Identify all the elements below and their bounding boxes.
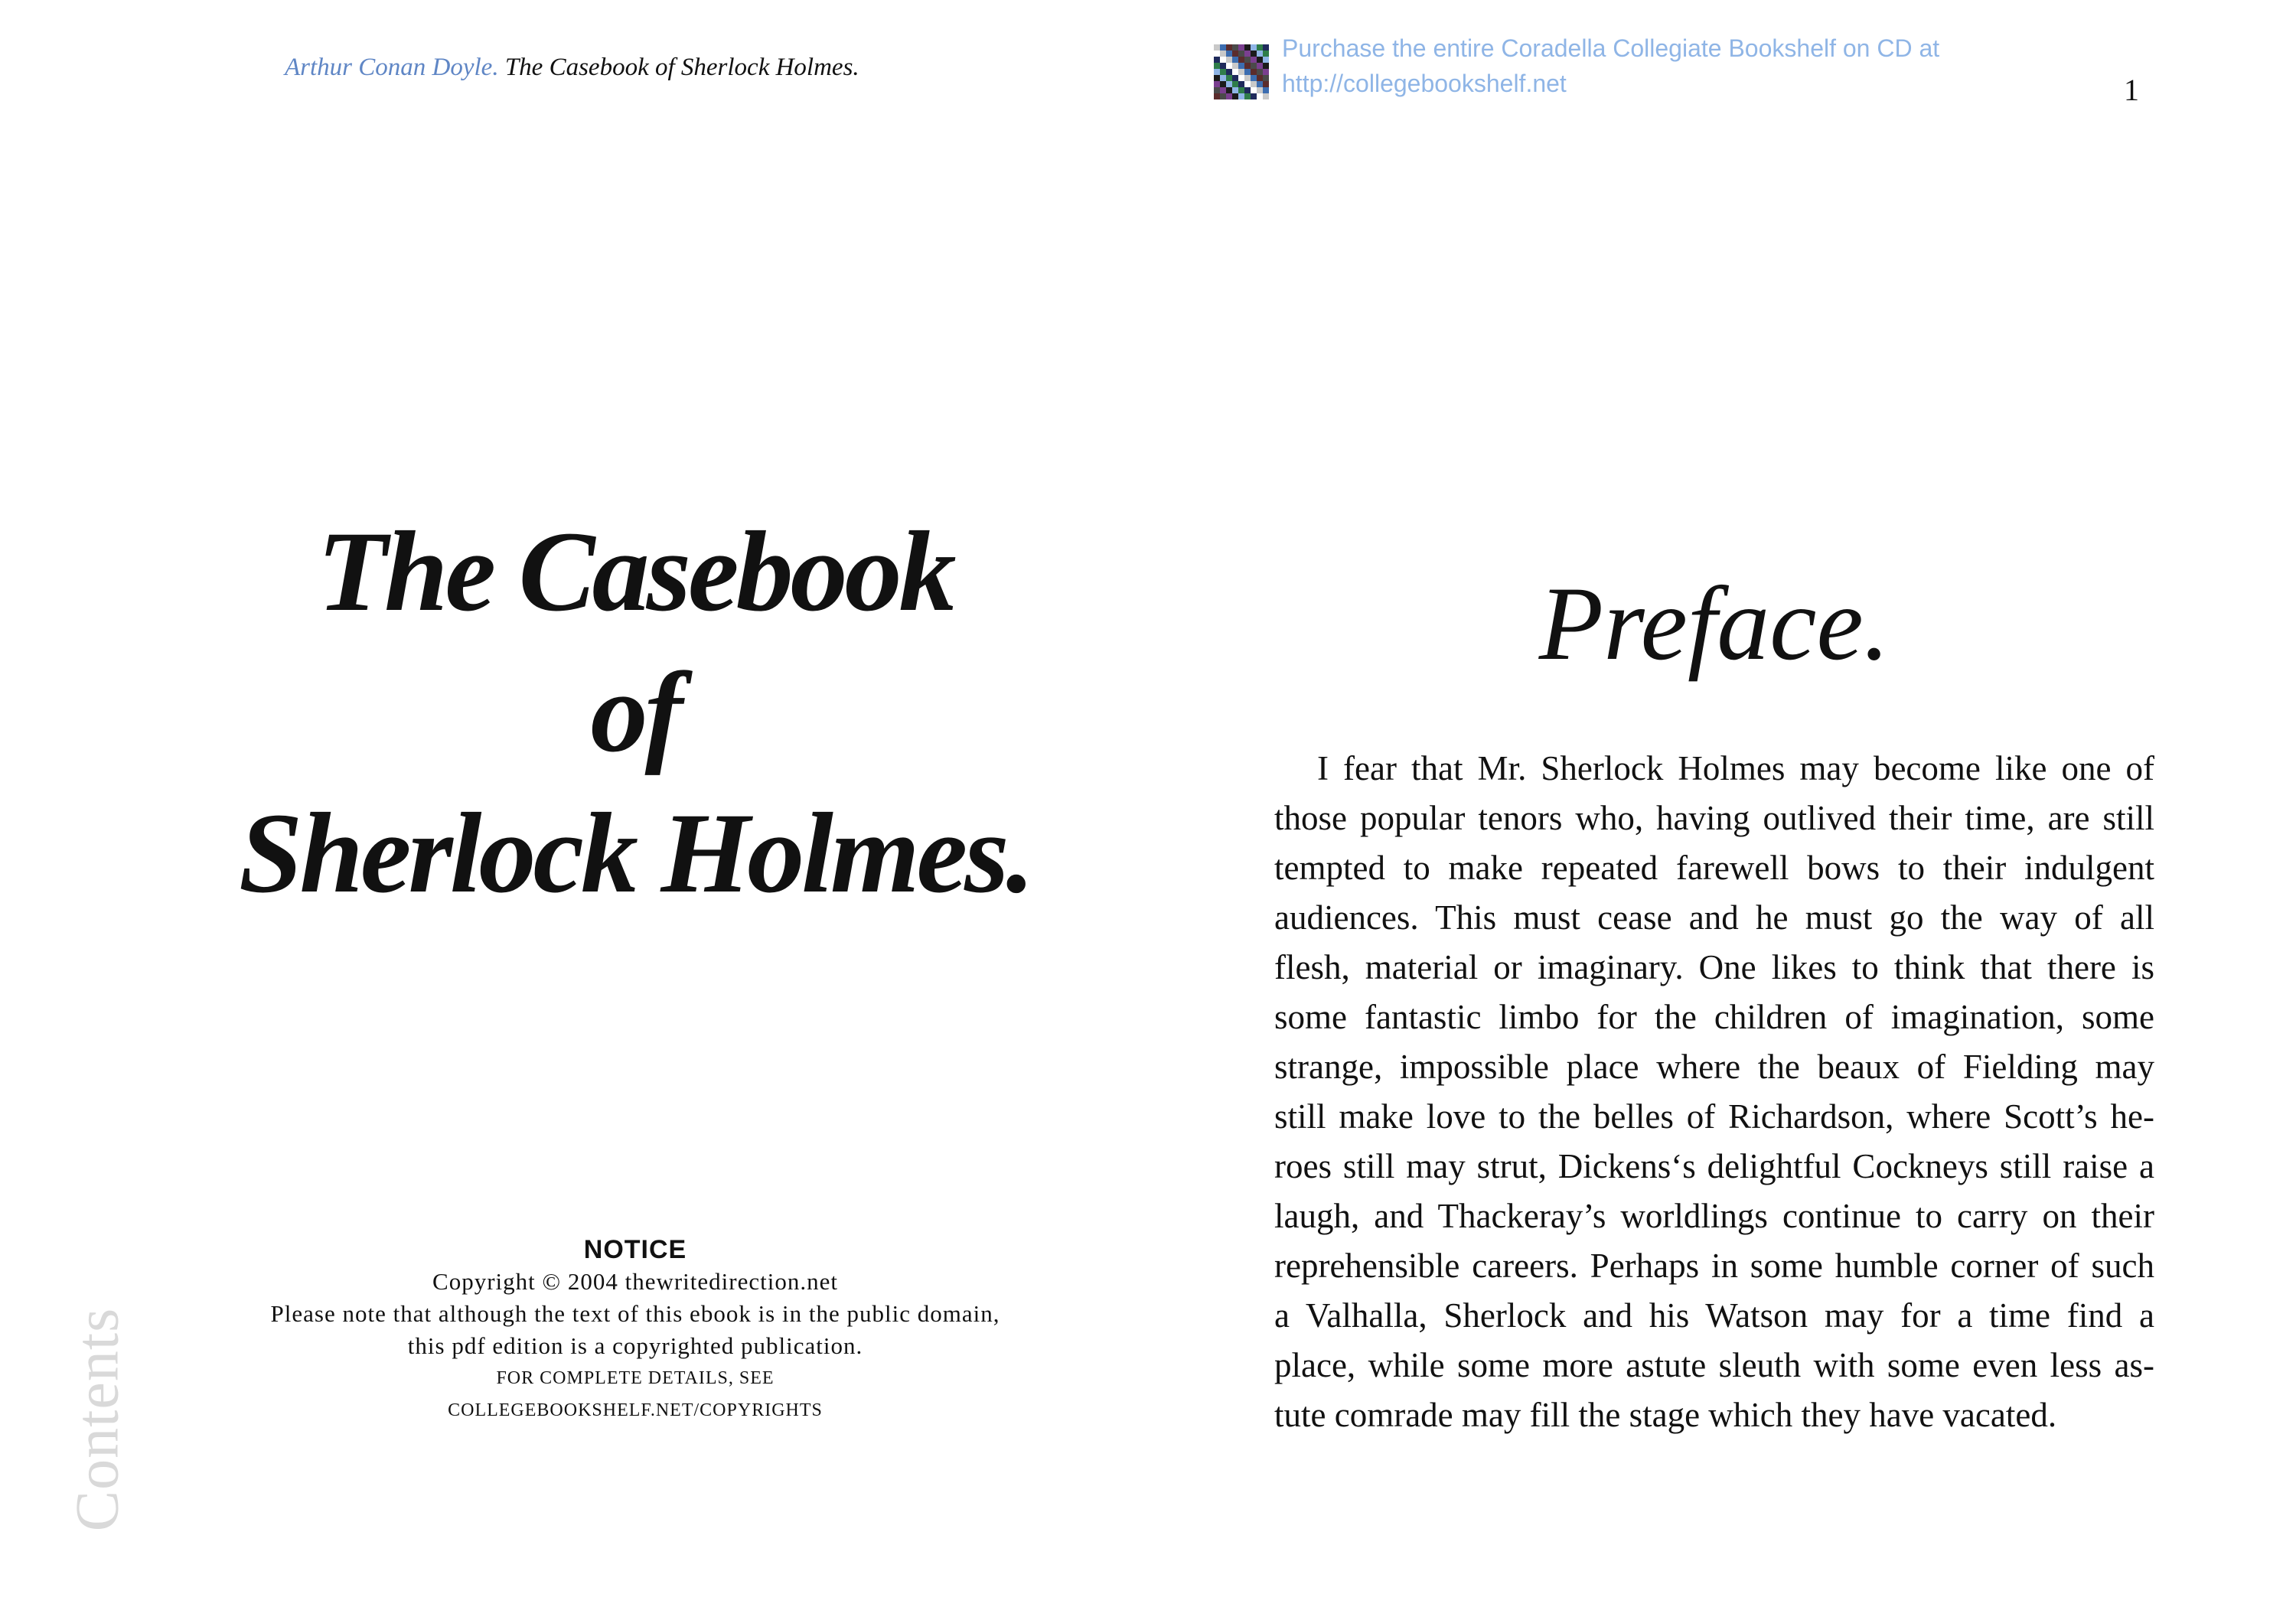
preface-line: strange, impossible place where the beaux of Fielding may [1274, 1048, 2154, 1086]
notice-line-1: Please note that although the text of this ebook is in the public domain, [270, 1300, 1000, 1327]
book-title-line-2: of [590, 649, 680, 776]
page-number: 1 [2124, 73, 2139, 107]
book-title-line-1: The Casebook [317, 508, 954, 635]
purchase-line-2: http://collegebookshelf.net [1282, 70, 1567, 97]
preface-line: I fear that Mr. Sherlock Holmes may become like one of [1317, 749, 2154, 787]
preface-line: audiences. This must cease and he must go the way of all [1274, 898, 2154, 937]
preface-line: place, while some more astute sleuth with some even less as- [1274, 1346, 2154, 1384]
author-link[interactable]: Arthur Conan Doyle. [285, 54, 499, 81]
preface-heading: Preface. [1538, 565, 1890, 682]
preface-line: those popular tenors who, having outlived their time, are still [1274, 799, 2154, 837]
preface-line: a Valhalla, Sherlock and his Watson may for a time find a [1274, 1296, 2154, 1335]
preface-line: tempted to make repeated farewell bows to their indulgent [1274, 849, 2154, 887]
running-head [285, 54, 859, 82]
notice-heading: NOTICE [583, 1235, 687, 1264]
notice-line-3: FOR COMPLETE DETAILS, SEE [496, 1368, 775, 1388]
copyright-notice [176, 1234, 1094, 1426]
preface-line: roes still may strut, Dickens‘s delightful Cockneys still raise a [1274, 1147, 2154, 1185]
preface-body [1274, 744, 2154, 1440]
purchase-line-1: Purchase the entire Coradella Collegiate Bookshelf on CD at [1282, 34, 1940, 62]
notice-copyright: Copyright © 2004 thewritedirection.net [432, 1268, 838, 1295]
contents-tab-label: Contents [64, 1307, 132, 1532]
preface-line: some fantastic limbo for the children of imagination, some [1274, 998, 2154, 1036]
purchase-link[interactable] [1282, 31, 2047, 101]
preface-line: laugh, and Thackeray’s worldlings continue to carry on their [1274, 1197, 2154, 1235]
book-title [176, 501, 1094, 924]
notice-line-2: this pdf edition is a copyrighted publication. [407, 1332, 863, 1359]
qr-code-icon[interactable] [1214, 44, 1269, 99]
preface-line: still make love to the belles of Richardson, where Scott’s he- [1274, 1097, 2154, 1136]
notice-line-4[interactable]: COLLEGEBOOKSHELF.NET/COPYRIGHTS [448, 1400, 823, 1420]
preface-line: reprehensible careers. Perhaps in some humble corner of such [1274, 1247, 2154, 1285]
contents-tab[interactable] [64, 1293, 132, 1546]
preface-line: flesh, material or imaginary. One likes to think that there is [1274, 948, 2154, 986]
running-head-title: The Casebook of Sherlock Holmes. [504, 54, 859, 81]
book-title-line-3: Sherlock Holmes. [238, 790, 1032, 917]
preface-line: tute comrade may fill the stage which they have vacated. [1274, 1396, 2057, 1434]
